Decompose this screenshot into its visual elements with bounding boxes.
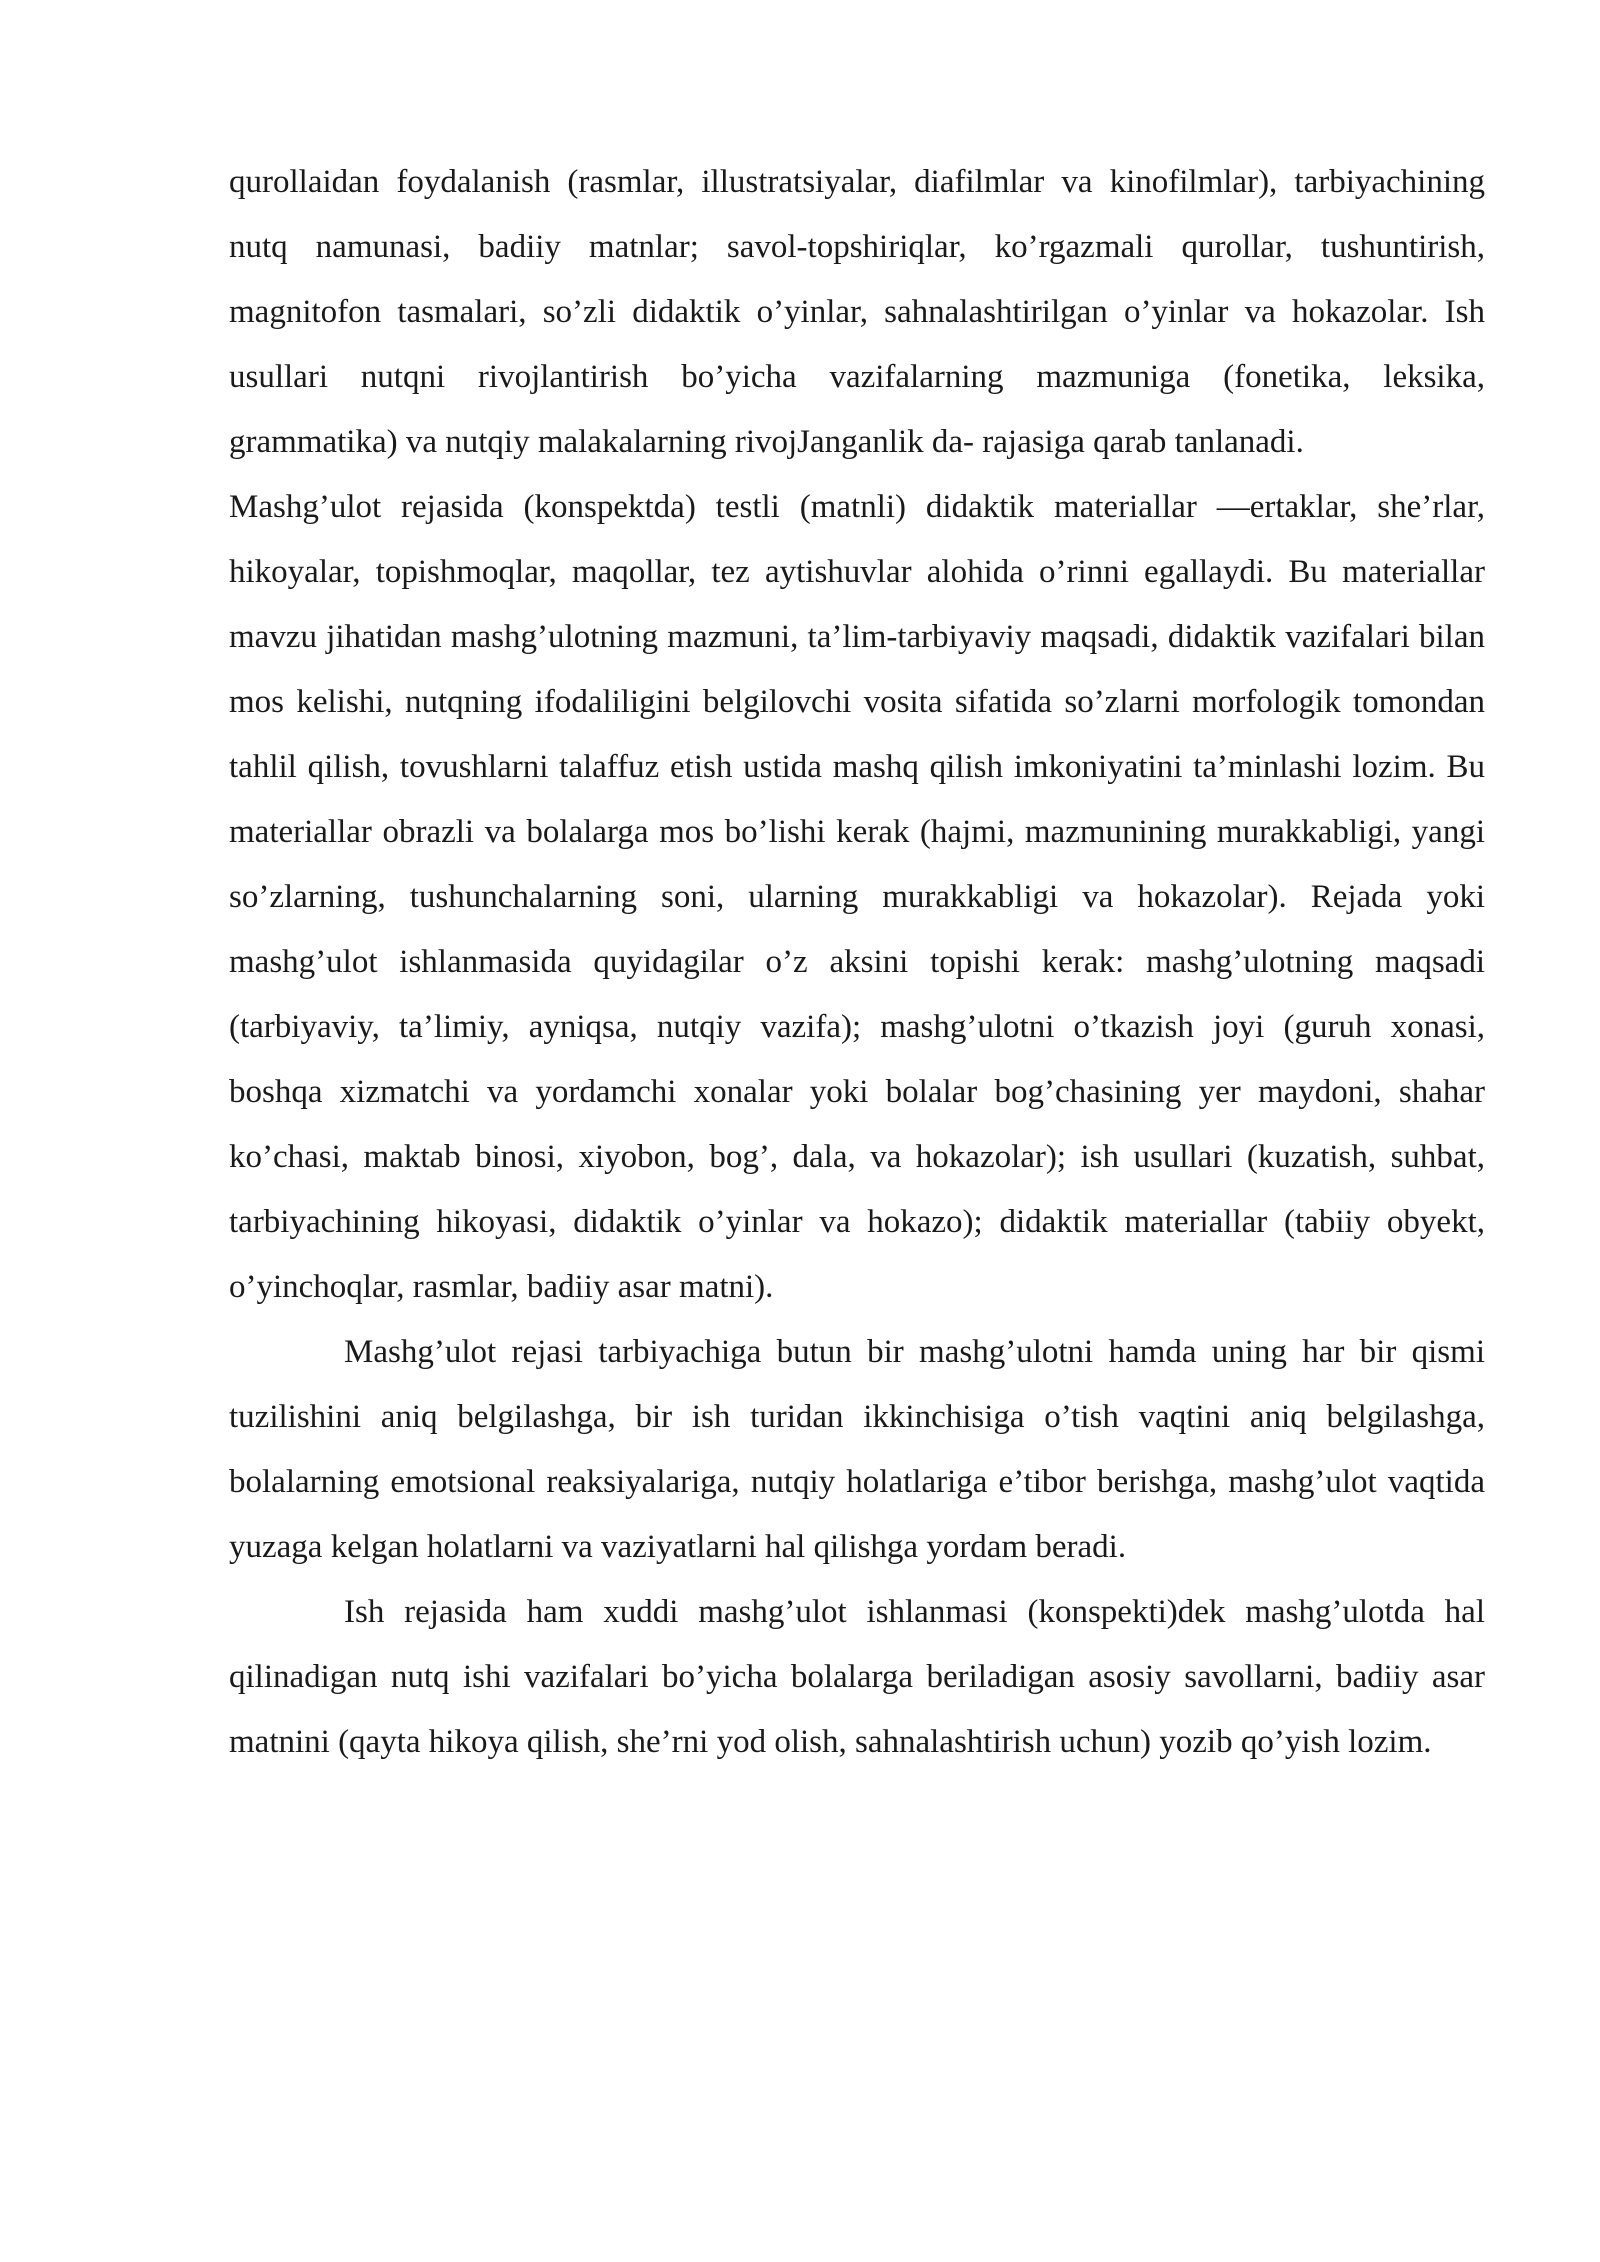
document-body — [229, 150, 1485, 1775]
paragraph-2: Mashg’ulot rejasida (konspektda) testli (matnli) didaktik materiallar —ertaklar, she’rlar, hikoyalar, topishmoqlar, maqollar, tez aytishuvlar alohida o’rinni egallaydi. Bu materiallar mavzu jihatidan mashg’ulotning mazmuni, ta’lim-tarbiyaviy maqsadi, didaktik vazifalari bilan mos kelishi, nutqning ifodaliligini belgilovchi vosita sifatida so’zlarni morfologik tomondan tahlil qilish, tovushlarni talaffuz etish ustida mashq qilish imkoniyatini ta’minlashi lozim. Bu materiallar obrazli va bolalarga mos bo’lishi kerak (hajmi, mazmunining murakkabligi, yangi so’zlarning, tushunchalarning soni, ularning murakkabligi va hokazolar). Rejada yoki mashg’ulot ishlanmasida quyidagilar o’z aksini topishi kerak: mashg’ulotning maqsadi (tarbiyaviy, ta’limiy, ayniqsa, nutqiy vazifa); mashg’ulotni o’tkazish joyi (guruh xonasi, boshqa xizmatchi va yordamchi xonalar yoki bolalar bog’chasining yer maydoni, shahar ko’chasi, maktab binosi, xiyobon, bog’, dala, va hokazolar); ish usullari (kuzatish, suhbat, tarbiyachining hikoyasi, didaktik o’yinlar va hokazo); didaktik materiallar (tabiiy obyekt, o’yinchoqlar, rasmlar, badiiy asar matni). — [229, 489, 1485, 1305]
paragraph-1: qurollaidan foydalanish (rasmlar, illustratsiyalar, diafilmlar va kinofilmlar), tarbiyachining nutq namunasi, badiiy matnlar; savol-topshiriqlar, ko’rgazmali qurollar, tushuntirish, magnitofon tasmalari, so’zli didaktik o’yinlar, sahnalashtirilgan o’yinlar va hokazolar. Ish usullari nutqni rivojlantirish bo’yicha vazifalarning mazmuniga (fonetika, leksika, grammatika) va nutqiy malakalarning rivojJanganlik da- rajasiga qarab tanlanadi. — [229, 164, 1485, 460]
paragraph-4: Ish rejasida ham xuddi mashg’ulot ishlanmasi (konspekti)dek mashg’ulotda hal qilinadigan nutq ishi vazifalari bo’yicha bolalarga beriladigan asosiy savollarni, badiiy asar matnini (qayta hikoya qilish, she’rni yod olish, sahnalashtirish uchun) yozib qo’yish lozim. — [229, 1594, 1485, 1760]
paragraph-3: Mashg’ulot rejasi tarbiyachiga butun bir mashg’ulotni hamda uning har bir qismi tuzilishini aniq belgilashga, bir ish turidan ikkinchisiga o’tish vaqtini aniq belgilashga, bolalarning emotsional reaksiyalariga, nutqiy holatlariga e’tibor berishga, mashg’ulot vaqtida yuzaga kelgan holatlarni va vaziyatlarni hal qilishga yordam beradi. — [229, 1334, 1485, 1565]
